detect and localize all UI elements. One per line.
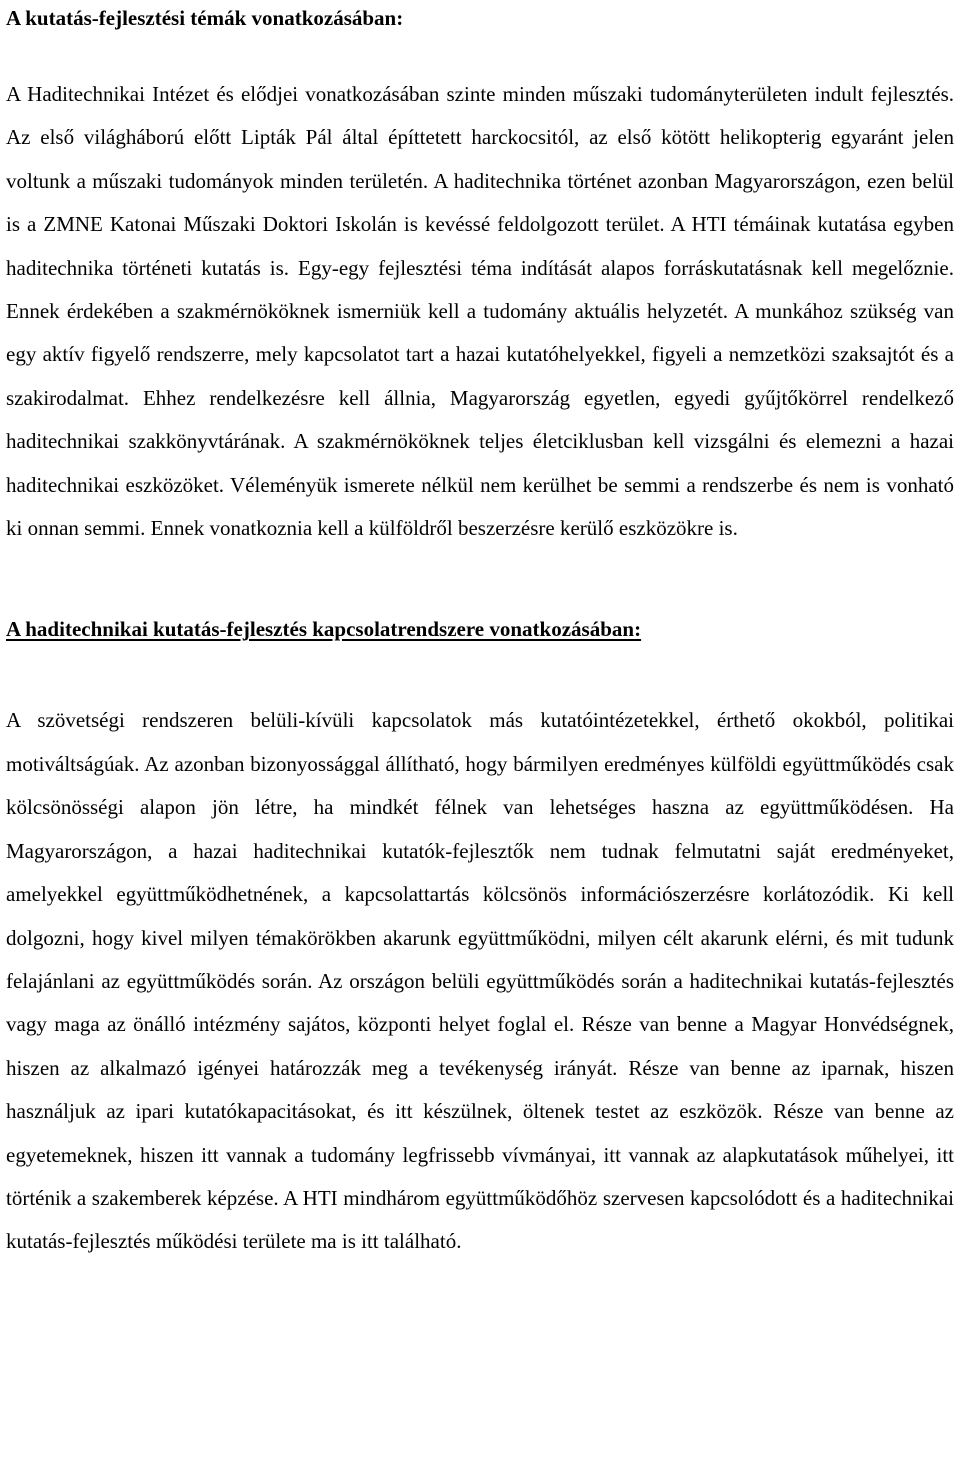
section-spacer (6, 644, 954, 699)
document-page (6, 0, 954, 1264)
paragraph-relations: A szövetségi rendszeren belüli-kívüli kapcsolatok más kutatóintézetekkel, érthető okokból, politikai motiváltságúak. Az azonban bizonyossággal állítható, hogy bármilyen eredményes külföldi együttműködés csak kölcsönösségi alapon jön létre, ha mindkét félnek van lehetséges haszna az együttműködésen. Ha Magyarországon, a hazai haditechnikai kutatók-fejlesztők nem tudnak felmutatni saját eredményeket, amelyekkel együttműködhetnének, a kapcsolattartás kölcsönös információszerzésre korlátozódik. Ki kell dolgozni, hogy kivel milyen témakörökben akarunk együttműködni, milyen célt akarunk elérni, és mit tudunk felajánlani az együttműködés során. Az országon belüli együttműködés során a haditechnikai kutatás-fejlesztés vagy maga az önálló intézmény sajátos, központi helyet foglal el. Része van benne a Magyar Honvédségnek, hiszen az alkalmazó igényei határozzák meg a tevékenység irányát. Része van benne az iparnak, hiszen használjuk az ipari kutatókapacitásokat, és itt készülnek, öltenek testet az eszközök. Része van benne az egyetemeknek, hiszen itt vannak a tudomány legfrissebb vívmányai, itt vannak az alapkutatások műhelyei, itt történik a szakemberek képzése. A HTI mindhárom együttműködőhöz szervesen kapcsolódott és a haditechnikai kutatás-fejlesztés működési területe ma is itt található. (6, 708, 954, 1254)
section-heading-relations: A haditechnikai kutatás-fejlesztés kapcsolatrendszere vonatkozásában: (6, 617, 642, 642)
section-heading-research-topics: A kutatás-fejlesztési témák vonatkozásában: (6, 6, 404, 30)
section-spacer (6, 550, 954, 614)
paragraph-research-topics: A Haditechnikai Intézet és elődjei vonatkozásában szinte minden műszaki tudományterületen indult fejlesztés. Az első világháború előtt Lipták Pál által építtetett harckocsitól, az első kötött helikopterig egyaránt jelen voltunk a műszaki tudományok minden területén. A haditechnika történet azonban Magyarországon, ezen belül is a ZMNE Katonai Műszaki Doktori Iskolán is kevéssé feldolgozott terület. A HTI témáinak kutatása egyben haditechnika történeti kutatás is. Egy-egy fejlesztési téma indítását alapos forráskutatásnak kell megelőznie. Ennek érdekében a szakmérnököknek ismerniük kell a tudomány aktuális helyzetét. A munkához szükség van egy aktív figyelő rendszerre, mely kapcsolatot tart a hazai kutatóhelyekkel, figyeli a nemzetközi szaksajtót és a szakirodalmat. Ehhez rendelkezésre kell állnia, Magyarország egyetlen, egyedi gyűjtőkörrel rendelkező haditechnikai szakkönyvtárának. A szakmérnököknek teljes életciklusban kell vizsgálni és elemezni a hazai haditechnikai eszközöket. Véleményük ismerete nélkül nem kerülhet be semmi a rendszerbe és nem is vonható ki onnan semmi. Ennek vonatkoznia kell a külföldről beszerzésre kerülő eszközökre is. (6, 82, 954, 541)
